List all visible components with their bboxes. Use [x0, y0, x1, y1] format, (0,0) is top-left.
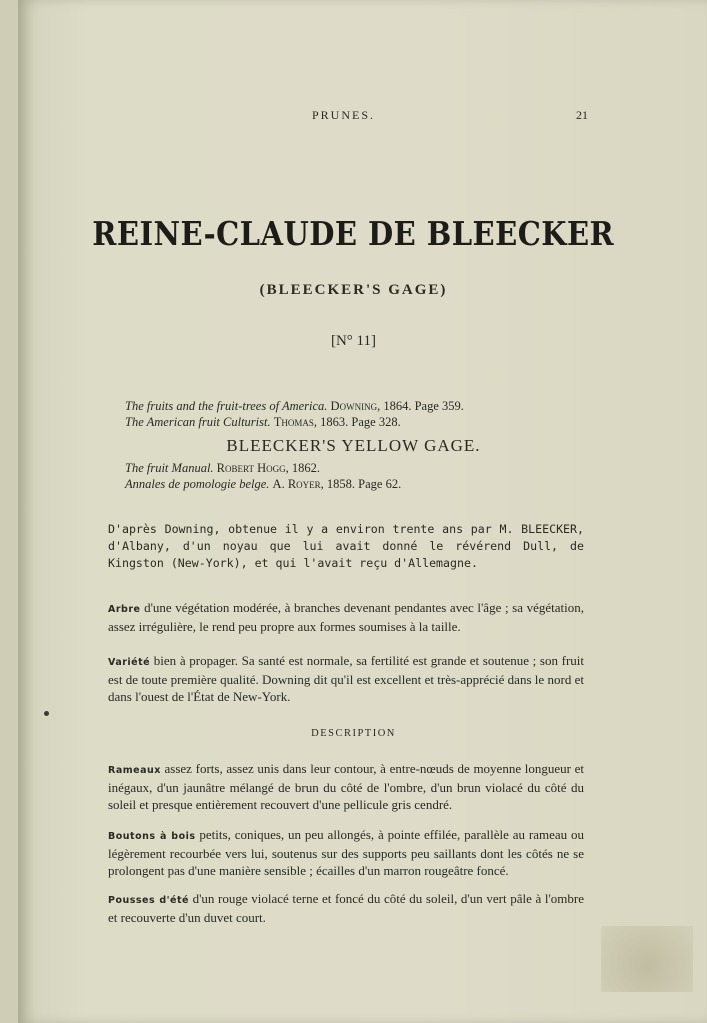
pousses-label: Pousses d'été [108, 895, 189, 906]
arbre-paragraph: Arbre d'une végétation modérée, à branches devenant pendantes avec l'âge ; sa végétation, assez irrégulière, le rend peu propre aux formes soumises à la taille. [108, 600, 584, 634]
intro-paragraph: D'après Downing, obtenue il y a environ trente ans par M. BLEECKER, d'Albany, d'un noyau que lui avait donné le révérend Dull, de Kingston (New-York), et qui l'avait reçu d'Allemagne. [108, 522, 584, 570]
references-block-1 [125, 398, 585, 430]
boutons-label: Boutons à bois [108, 831, 196, 842]
reference-line: The fruit Manual. Robert Hogg, 1862. [125, 461, 320, 475]
rameaux-label: Rameaux [108, 765, 161, 776]
variete-label: Variété [108, 657, 151, 668]
synonym-heading: BLEECKER'S YELLOW GAGE. [226, 436, 481, 455]
reference-line: The American fruit Culturist. Thomas, 1863. Page 328. [125, 415, 401, 429]
rameaux-paragraph: Rameaux assez forts, assez unis dans leur contour, à entre-nœuds de moyenne longueur et inégaux, d'un jaunâtre mélangé de brun du côté de l'ombre, d'un brun violacé du côté du soleil et presque entièrement recouvert d'une pellicule gris cendré. [108, 761, 584, 812]
stain-mark [44, 711, 49, 716]
page-number: 21 [576, 108, 588, 122]
variete-paragraph: Variété bien à propager. Sa santé est normale, sa fertilité est grande et soutenue ; son fruit est de toute première qualité. Downing dit qu'il est excellent et très-apprécié dans le nord et dans l'ouest de l'État de New-York. [108, 653, 584, 704]
arbre-label: Arbre [108, 604, 141, 615]
reference-line: Annales de pomologie belge. A. Royer, 1858. Page 62. [125, 477, 402, 491]
page-subtitle: (BLEECKER'S GAGE) [259, 282, 448, 298]
page-title: REINE-CLAUDE DE BLEECKER [92, 214, 615, 253]
references-block-2 [125, 460, 585, 492]
running-head [0, 108, 707, 126]
fruit-thumbnail [601, 926, 693, 992]
running-head-title: PRUNES. [312, 108, 376, 122]
pousses-paragraph: Pousses d'été d'un rouge violacé terne et foncé du côté du soleil, d'un vert pâle à l'ombre et recouverte d'un duvet court. [108, 891, 584, 925]
reference-line: The fruits and the fruit-trees of America. Downing, 1864. Page 359. [125, 399, 464, 413]
variety-number: [N° 11] [330, 333, 376, 349]
boutons-paragraph: Boutons à bois petits, coniques, un peu allongés, à pointe effilée, parallèle au rameau ou légèrement recourbée vers lui, soutenus sur des supports peu saillants dont les côtés ne se prolongent pas d'une manière sensible ; écailles d'un marron rougeâtre foncé. [108, 827, 584, 878]
description-heading: DESCRIPTION [311, 728, 396, 739]
